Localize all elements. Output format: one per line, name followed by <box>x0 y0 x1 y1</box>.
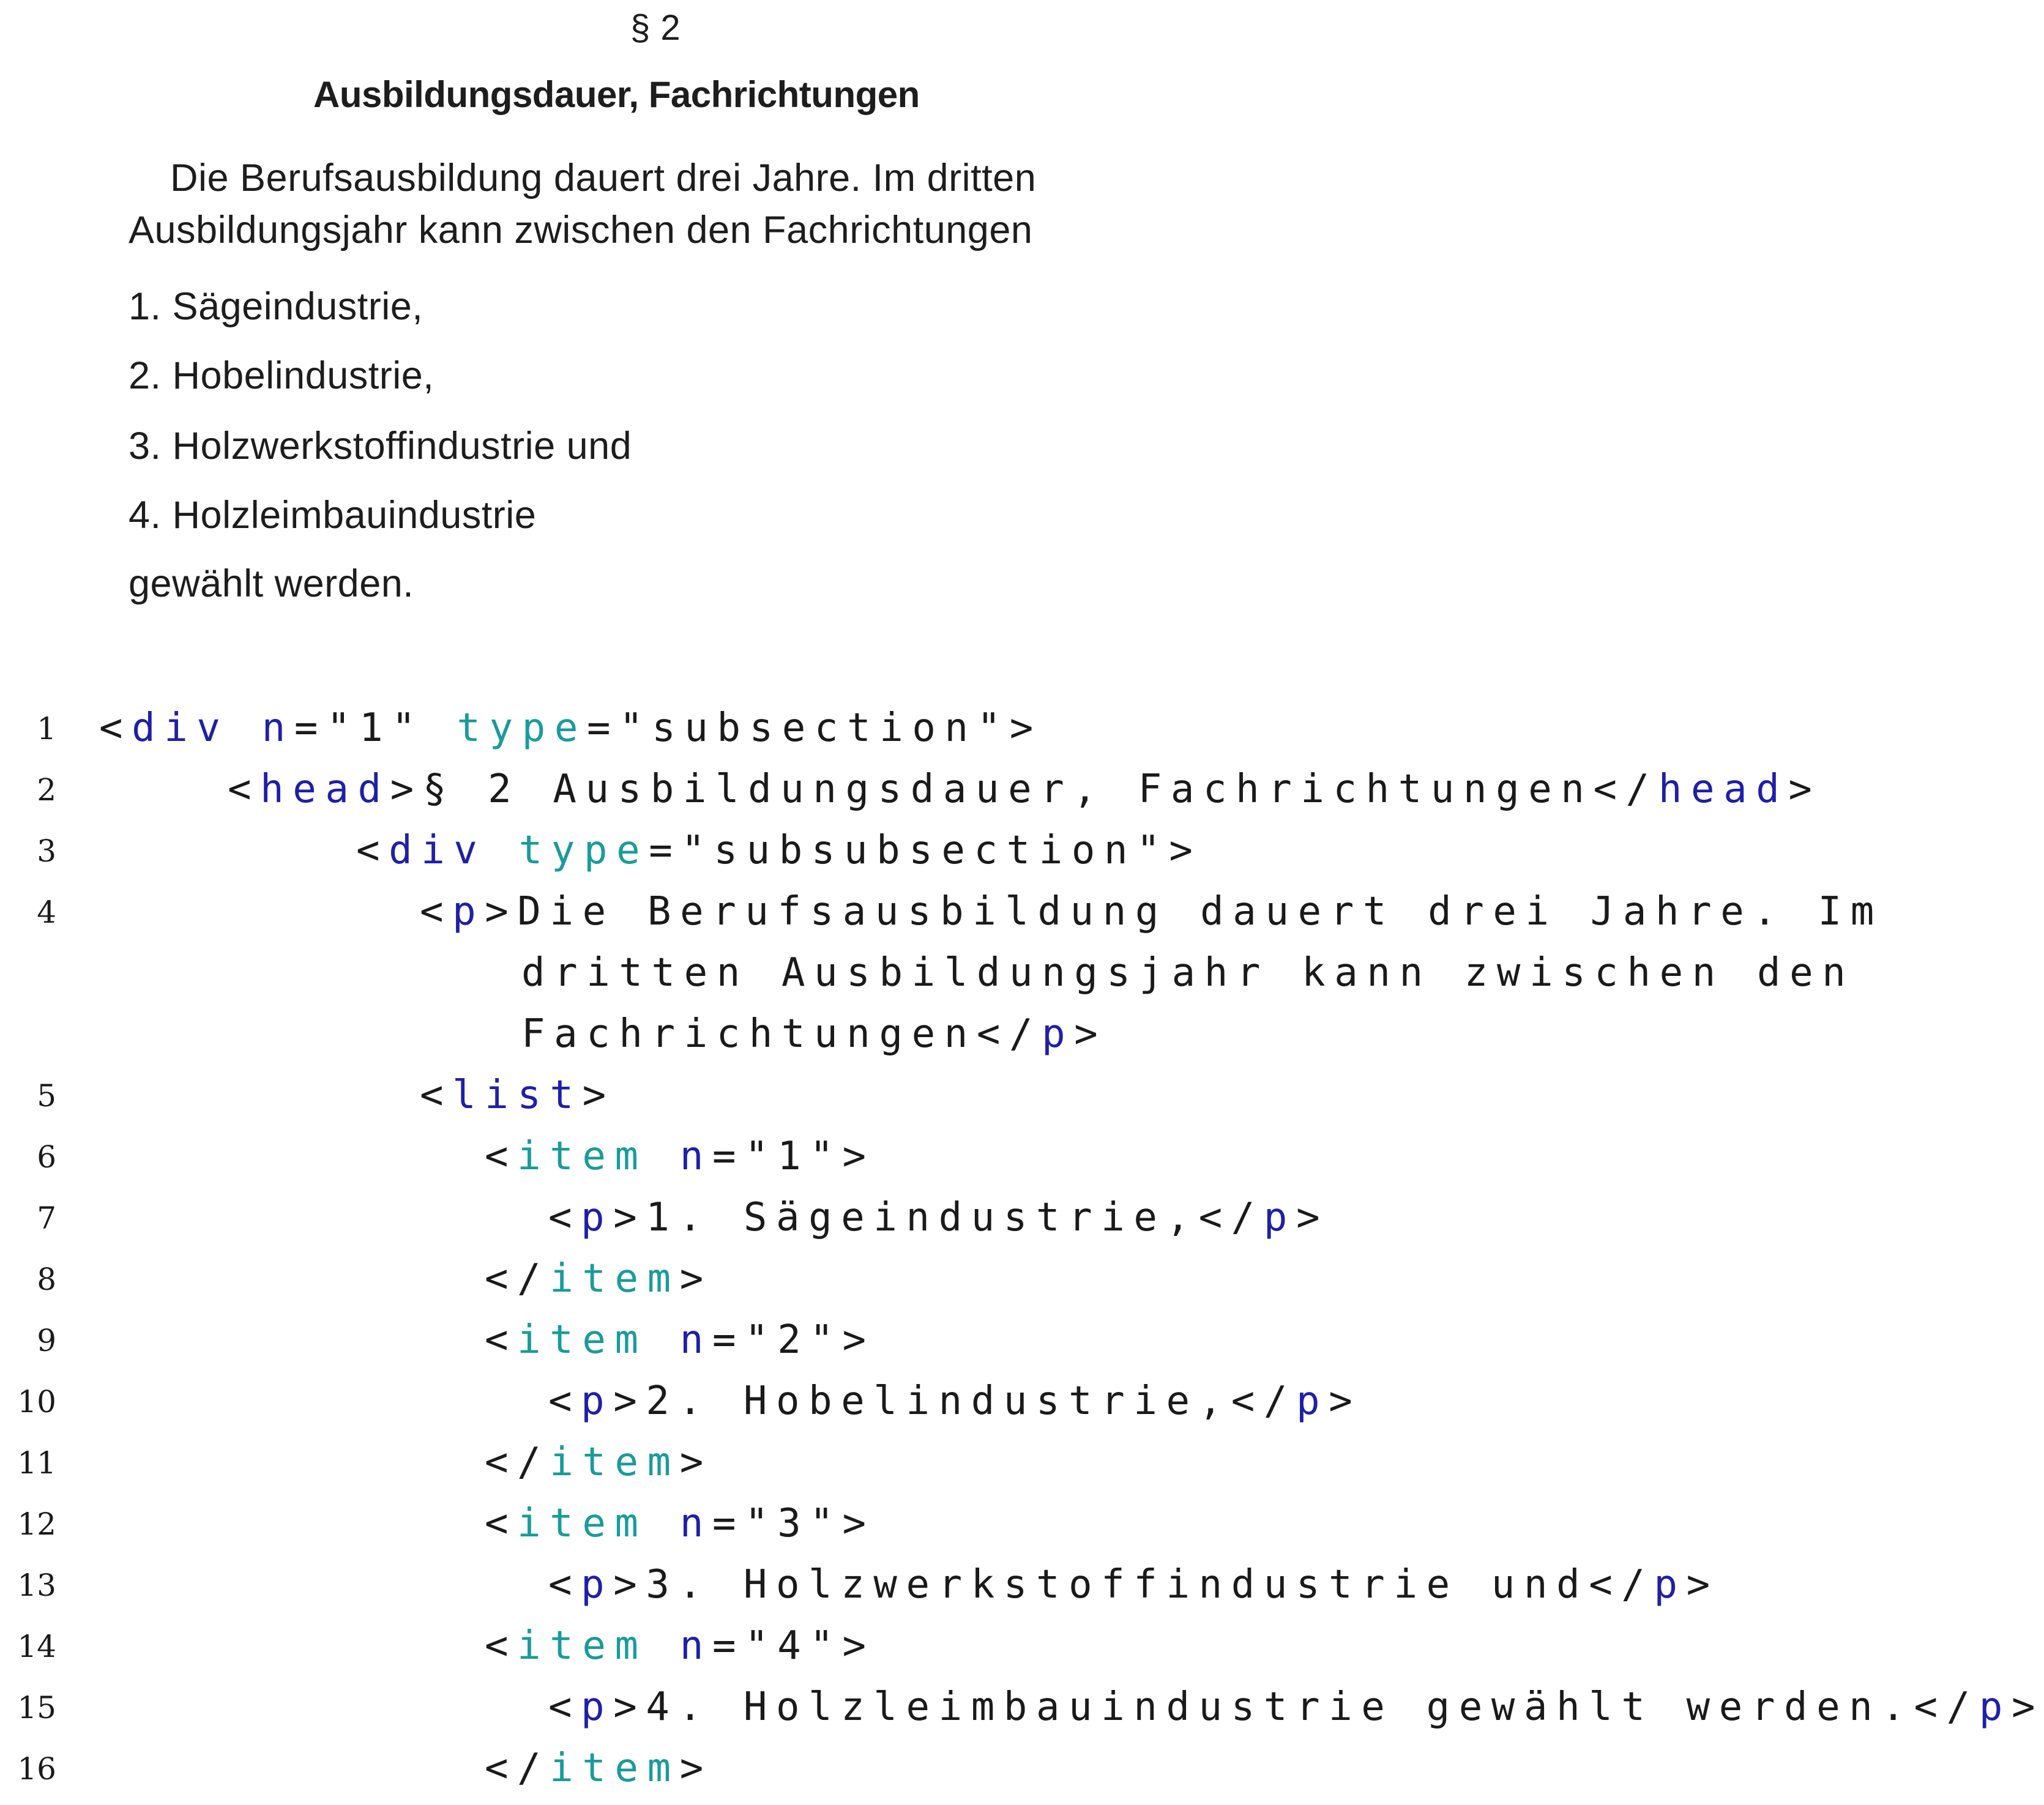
code-row <box>0 1738 2034 1799</box>
bracket: > <box>613 1684 646 1730</box>
code-line <box>356 820 1201 881</box>
code-line <box>548 1371 1361 1432</box>
code-line <box>485 1126 875 1187</box>
element-text: § 2 Ausbildungsdauer, Fachrichtungen <box>422 767 1594 812</box>
code-row <box>0 1065 2034 1126</box>
line-number: 8 <box>37 1262 56 1297</box>
code-line <box>99 698 1042 759</box>
bracket: < <box>485 1501 518 1546</box>
code-row <box>0 1248 2034 1309</box>
code-line <box>485 1738 712 1799</box>
code-line <box>420 1065 615 1126</box>
bracket: > <box>2011 1684 2044 1730</box>
bracket: </ <box>485 1440 550 1485</box>
list-item: 3. Holzwerkstoffindustrie und <box>129 425 632 467</box>
code-row <box>0 759 2034 820</box>
line-number: 14 <box>17 1629 56 1664</box>
attribute-name: n <box>679 1623 712 1669</box>
tag-name: head <box>1658 767 1789 812</box>
bracket: </ <box>976 1011 1042 1057</box>
closing-line: gewählt werden. <box>129 562 414 605</box>
line-number: 16 <box>17 1751 56 1787</box>
code-line <box>228 759 1821 820</box>
tag-name: item <box>517 1134 647 1179</box>
code-row <box>0 1615 2034 1677</box>
code-line-continuation <box>521 1003 1106 1065</box>
code-row <box>0 1554 2034 1615</box>
tag-name: p <box>581 1195 614 1240</box>
tag-name: div <box>132 705 229 751</box>
bracket: > <box>679 1440 712 1485</box>
attribute-value: ="subsubsection"> <box>649 828 1202 873</box>
code-line <box>548 1554 1719 1615</box>
code-row <box>0 820 2034 881</box>
line-number: 6 <box>37 1139 56 1175</box>
code-row <box>0 1432 2034 1493</box>
code-row <box>0 1126 2034 1187</box>
bracket: < <box>99 705 132 751</box>
line-number: 7 <box>37 1200 56 1236</box>
bracket: < <box>485 1317 518 1363</box>
code-row <box>0 1309 2034 1371</box>
code-line <box>548 1677 2044 1738</box>
bracket: </ <box>1198 1195 1264 1240</box>
tag-name: item <box>517 1623 647 1669</box>
element-text: dritten Ausbildungsjahr kann zwischen den <box>521 950 1855 996</box>
tag-name: p <box>581 1379 614 1424</box>
bracket: > <box>1686 1562 1719 1607</box>
bracket: < <box>485 1623 518 1669</box>
bracket: > <box>1329 1379 1362 1424</box>
bracket: </ <box>485 1746 550 1791</box>
bracket: > <box>613 1195 646 1240</box>
element-text: 2. Hobelindustrie, <box>646 1379 1231 1424</box>
list-item: 1. Sägeindustrie, <box>129 285 423 328</box>
tag-name: div <box>389 828 487 873</box>
tag-name: p <box>1263 1195 1297 1240</box>
bracket: > <box>679 1746 712 1791</box>
bracket: > <box>582 1073 615 1118</box>
line-number: 2 <box>37 772 56 808</box>
attribute-value: ="2"> <box>712 1317 875 1363</box>
tag-name: item <box>550 1746 680 1791</box>
code-line <box>485 1432 712 1493</box>
bracket: < <box>548 1195 581 1240</box>
bracket: < <box>228 767 261 812</box>
tag-name: p <box>1296 1379 1329 1424</box>
attribute-value: ="4"> <box>712 1623 875 1669</box>
attribute-value: ="1" <box>294 705 457 751</box>
xml-code-listing <box>0 698 2044 1799</box>
bracket: > <box>1788 767 1821 812</box>
bracket: < <box>420 1073 453 1118</box>
code-line <box>420 881 1883 942</box>
line-number: 4 <box>37 895 56 930</box>
tag-name: item <box>550 1256 680 1301</box>
attribute-name: n <box>679 1134 712 1179</box>
tag-name: p <box>581 1684 614 1730</box>
code-row <box>0 1187 2034 1248</box>
bracket: </ <box>1593 767 1658 812</box>
bracket: </ <box>1589 1562 1654 1607</box>
attribute-name: n <box>679 1317 712 1363</box>
bracket: < <box>356 828 389 873</box>
tag-name: p <box>452 889 485 934</box>
section-heading: Ausbildungsdauer, Fachrichtungen <box>313 74 920 115</box>
tag-name: item <box>550 1440 680 1485</box>
list-item: 4. Holzleimbauindustrie <box>129 494 537 537</box>
tag-name: item <box>517 1501 647 1546</box>
line-number: 13 <box>17 1568 56 1603</box>
tag-name: item <box>517 1317 647 1363</box>
code-row <box>0 1493 2034 1554</box>
tag-name: p <box>581 1562 614 1607</box>
element-text: 3. Holzwerkstoffindustrie und <box>646 1562 1589 1607</box>
bracket: </ <box>1231 1379 1297 1424</box>
scanned-statute-excerpt <box>0 0 1224 636</box>
line-number: 10 <box>17 1384 56 1420</box>
element-text: Die Berufsausbildung dauert drei Jahre. Im <box>517 889 1883 934</box>
element-text: Fachrichtungen <box>521 1011 977 1057</box>
code-line <box>485 1248 712 1309</box>
attribute-value: ="subsection"> <box>587 705 1042 751</box>
paragraph-line-1: Die Berufsausbildung dauert drei Jahre. Im dritten <box>170 157 1037 199</box>
code-line <box>485 1493 875 1554</box>
line-number: 11 <box>17 1445 56 1481</box>
element-text: 1. Sägeindustrie, <box>646 1195 1199 1240</box>
bracket: > <box>613 1562 646 1607</box>
bracket: < <box>548 1684 581 1730</box>
code-row <box>0 1371 2034 1432</box>
section-number: § 2 <box>630 8 681 48</box>
line-number: 9 <box>37 1323 56 1358</box>
bracket: < <box>548 1379 581 1424</box>
code-line-continuation <box>521 942 1854 1003</box>
code-line <box>485 1309 875 1371</box>
code-row <box>0 1677 2044 1738</box>
attribute-name: n <box>679 1501 712 1546</box>
bracket: < <box>420 889 453 934</box>
attribute-name: type <box>457 705 587 751</box>
tag-name: head <box>260 767 390 812</box>
bracket: > <box>679 1256 712 1301</box>
bracket: > <box>485 889 518 934</box>
code-line <box>485 1615 875 1677</box>
attribute-value: ="1"> <box>712 1134 875 1179</box>
code-row <box>0 698 2034 759</box>
bracket: > <box>1296 1195 1329 1240</box>
attribute-name: n <box>261 705 294 751</box>
line-number: 3 <box>37 833 56 869</box>
line-number: 1 <box>37 711 56 746</box>
code-row <box>0 881 2034 1065</box>
bracket: > <box>613 1379 646 1424</box>
tag-name: p <box>1042 1011 1075 1057</box>
bracket: </ <box>485 1256 550 1301</box>
code-line <box>548 1187 1329 1248</box>
tag-name: p <box>1654 1562 1687 1607</box>
bracket: < <box>485 1134 518 1179</box>
list-item: 2. Hobelindustrie, <box>129 354 435 397</box>
attribute-name: type <box>518 828 649 873</box>
line-number: 5 <box>37 1078 56 1114</box>
bracket: > <box>1074 1011 1107 1057</box>
element-text: 4. Holzleimbauindustrie gewählt werden. <box>646 1684 1914 1730</box>
bracket: </ <box>1914 1684 1979 1730</box>
line-number: 12 <box>17 1506 56 1542</box>
attribute-value: ="3"> <box>712 1501 875 1546</box>
paragraph-line-2: Ausbildungsjahr kann zwischen den Fachrichtungen <box>129 209 1033 251</box>
bracket: > <box>390 767 423 812</box>
tag-name: list <box>452 1073 583 1118</box>
line-number: 15 <box>17 1690 56 1725</box>
bracket: < <box>548 1562 581 1607</box>
tag-name: p <box>1979 1684 2012 1730</box>
